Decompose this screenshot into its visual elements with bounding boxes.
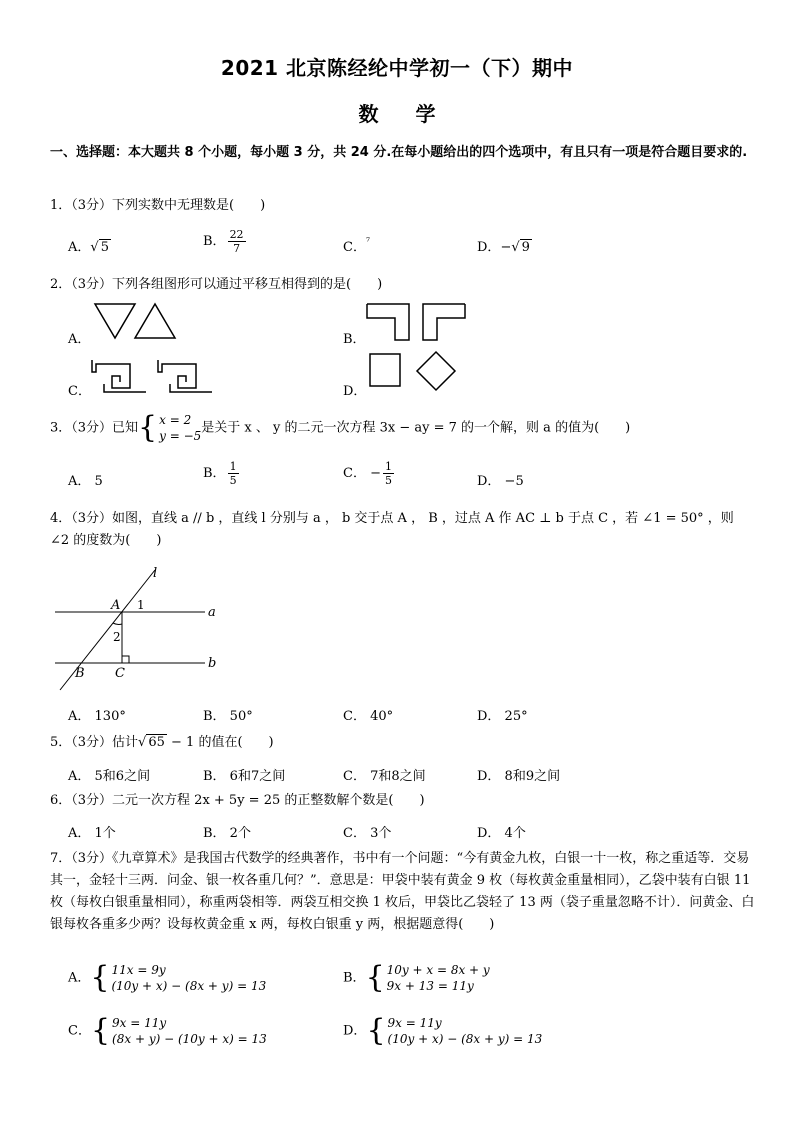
q6-option-b[interactable]: B． 2个 (203, 826, 251, 841)
q2-option-d[interactable]: D． (343, 384, 367, 399)
fig-label-1: 1 (137, 598, 145, 612)
fig-label-b: b (208, 656, 217, 671)
question-7-stem: 7．（3分）《九章算术》是我国古代数学的经典著作，书中有一个问题：“今有黄金九枚，白银一十一枚，称之重适等．交易其一，金轻十三两．问金、银一枚各重几何？”．意思是：甲袋中装有黄金 9 枚（每枚黄金重量相同），乙袋中装有白银 11 枚（每枚白银重量相同），称重两袋相等．两袋互相交换 1 枚后，甲袋比乙袋轻了 13 两（袋子重量忽略不计）．问黄金、白银每枚各重多少两？设每枚黄金重 x 两，每枚白银重 y 两，根据题意得( ) (50, 851, 755, 932)
q5-option-c[interactable]: C． 7和8之间 (343, 769, 426, 784)
q3-system: { x = 2 y = −5 (138, 410, 202, 445)
q4-option-d[interactable]: D． 25° (477, 709, 528, 724)
q4-option-a[interactable]: A． 130° (68, 709, 126, 724)
q7-option-a[interactable]: A． { 11x = 9y (10y + x) − (8x + y) = 13 (68, 960, 267, 995)
fig-label-2: 2 (113, 630, 121, 644)
q6-option-d[interactable]: D． 4个 (477, 826, 526, 841)
question-5-stem: 5．（3分）估计√ 65 − 1 的值在( ) (50, 735, 274, 750)
fig-label-C: C (115, 666, 125, 681)
q1-option-a[interactable]: A．√ 5 (68, 240, 109, 255)
q2-fig-d-square-diamond (368, 352, 468, 397)
q2-fig-b-brackets (365, 302, 475, 347)
q2-option-a[interactable]: A． (68, 332, 91, 347)
fig-label-l: l (153, 566, 158, 581)
question-6-stem: 6．（3分）二元一次方程 2x + 5y = 25 的正整数解个数是( ) (50, 793, 425, 808)
q7-option-c[interactable]: C． { 9x = 11y (8x + y) − (10y + x) = 13 (68, 1013, 267, 1048)
q3-option-d[interactable]: D． −5 (477, 474, 524, 489)
q1-option-c[interactable]: C．$^{^7}$ (343, 237, 370, 255)
question-3-stem: 3．（3分）已知 { x = 2 y = −5 是关于 x 、 y 的二元一次方程 3x − ay = 7 的一个解，则 a 的值为( ) (50, 410, 631, 445)
q3-option-c[interactable]: C． − $\frac{1}{5}$ (343, 460, 392, 487)
q5-option-b[interactable]: B． 6和7之间 (203, 769, 286, 784)
q4-option-b[interactable]: B． 50° (203, 709, 253, 724)
fig-label-a: a (208, 605, 216, 620)
q5-option-d[interactable]: D． 8和9之间 (477, 769, 561, 784)
q3-option-b[interactable]: B． $\frac{1}{5}$ (203, 460, 237, 487)
q6-option-c[interactable]: C． 3个 (343, 826, 392, 841)
question-1-stem: 1．（3分）下列实数中无理数是( ) (50, 198, 266, 213)
q7-option-d[interactable]: D． { 9x = 11y (10y + x) − (8x + y) = 13 (343, 1013, 543, 1048)
fig-label-B: B (75, 666, 85, 681)
q2-fig-a-triangles (93, 302, 193, 342)
q6-option-a[interactable]: A． 1个 (68, 826, 116, 841)
q5-option-a[interactable]: A． 5和6之间 (68, 769, 151, 784)
sqrt-radicand: 5 (100, 240, 109, 255)
q4-figure (55, 565, 235, 695)
fig-label-A: A (111, 598, 121, 613)
q4-option-c[interactable]: C． 40° (343, 709, 394, 724)
q2-option-c[interactable]: C． (68, 384, 91, 399)
section-heading: 一、选择题：本大题共 8 个小题，每小题 3 分，共 24 分.在每小题给出的四个选项中，有且只有一项是符合题目要求的. (50, 145, 748, 160)
question-4-stem: 4．（3分）如图，直线 a // b ，直线 l 分别与 a ， b 交于点 A ， B ，过点 A 作 AC ⊥ b 于点 C ，若 ∠1 = 50° ，则 ∠2 的度数为( ) (50, 511, 734, 548)
q2-option-b[interactable]: B． (343, 332, 366, 347)
q3-option-a[interactable]: A． 5 (68, 474, 103, 489)
q1-option-d[interactable]: D．−√ 9 (477, 240, 530, 255)
question-2-stem: 2．（3分）下列各组图形可以通过平移互相得到的是( ) (50, 277, 383, 292)
q1-option-b[interactable]: B． $\frac{22}{7}$ (203, 228, 244, 255)
q2-fig-c-hooks (90, 358, 220, 398)
q7-option-b[interactable]: B． { 10y + x = 8x + y 9x + 13 = 11y (343, 960, 490, 995)
exam-title: 2021 北京陈经纶中学初一（下）期中 (220, 56, 574, 80)
subject-title: 数 学 (358, 102, 436, 126)
